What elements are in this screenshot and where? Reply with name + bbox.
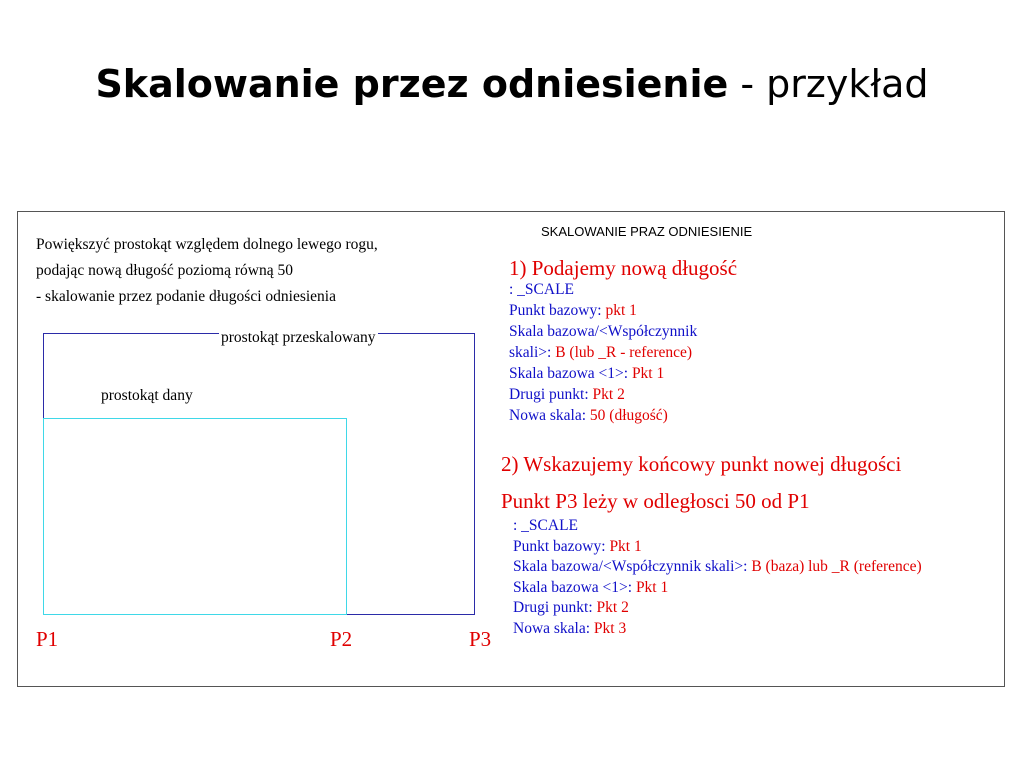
command-line xyxy=(513,537,922,558)
command-value: Pkt 1 xyxy=(609,537,642,555)
step2-title: 2) Wskazujemy końcowy punkt nowej długości xyxy=(501,452,902,476)
task-description xyxy=(36,232,378,310)
command-prompt: Punkt bazowy: xyxy=(513,537,610,555)
slide-title-suffix: - przykład xyxy=(728,62,929,106)
command-prompt: Skala bazowa/<Współczynnik xyxy=(509,323,698,340)
step2-subtitle: Punkt P3 leży w odległosci 50 od P1 xyxy=(501,489,810,513)
command-line xyxy=(513,516,922,537)
label-given-rectangle: prostokąt dany xyxy=(101,387,193,404)
command-line xyxy=(513,578,922,599)
point-p3-label: P3 xyxy=(469,627,492,651)
command-line xyxy=(509,405,697,426)
command-line xyxy=(509,321,697,342)
step1-title: 1) Podajemy nową długość xyxy=(509,256,738,280)
command-prompt: skali>: xyxy=(509,344,556,361)
command-line xyxy=(509,279,697,300)
task-line: - skalowanie przez podanie długości odniesienia xyxy=(36,288,336,305)
command-value: Pkt 2 xyxy=(596,599,629,616)
command-value: Pkt 1 xyxy=(631,365,665,382)
command-prompt: Skala bazowa <1>: xyxy=(513,578,636,596)
point-p1-label: P1 xyxy=(36,627,59,651)
task-line: Powiększyć prostokąt względem dolnego lewego rogu, xyxy=(36,236,378,253)
command-line xyxy=(513,598,922,619)
command-value: Pkt 3 xyxy=(593,619,627,637)
command-line xyxy=(509,300,697,321)
command-prompt: Drugi punkt: xyxy=(513,599,597,616)
given-rectangle xyxy=(43,418,347,615)
command-prompt: : _SCALE xyxy=(513,517,579,534)
command-prompt: Punkt bazowy: xyxy=(509,302,606,319)
command-value: 50 (długość) xyxy=(589,407,668,424)
step2-command-list xyxy=(513,516,922,639)
label-scaled-rectangle: prostokąt przeskalowany xyxy=(221,329,376,346)
command-line xyxy=(509,342,697,363)
command-prompt: Nowa skala: xyxy=(509,407,590,424)
command-value: pkt 1 xyxy=(605,302,637,319)
command-line xyxy=(513,557,922,578)
command-value: Pkt 1 xyxy=(635,578,669,596)
slide-title xyxy=(0,62,1024,108)
command-value: B (baza) lub _R (reference) xyxy=(751,558,922,575)
command-prompt: Nowa skala: xyxy=(513,619,594,637)
command-prompt: Skala bazowa/<Współczynnik skali>: xyxy=(513,558,752,575)
command-line xyxy=(509,384,697,405)
cad-figure xyxy=(17,211,1005,687)
command-line xyxy=(509,363,697,384)
command-prompt: : _SCALE xyxy=(509,281,575,298)
slide-title-main: Skalowanie przez odniesienie xyxy=(95,62,729,106)
command-value: B (lub _R - reference) xyxy=(555,344,693,361)
command-value: Pkt 2 xyxy=(592,386,625,403)
point-p2-label: P2 xyxy=(330,627,353,651)
command-line xyxy=(513,619,922,640)
command-prompt: Drugi punkt: xyxy=(509,386,593,403)
figure-header: SKALOWANIE PRAZ ODNIESIENIE xyxy=(541,224,753,239)
command-prompt: Skala bazowa <1>: xyxy=(509,365,632,382)
task-line: podając nową długość poziomą równą 50 xyxy=(36,262,293,279)
step1-command-list xyxy=(509,279,697,426)
